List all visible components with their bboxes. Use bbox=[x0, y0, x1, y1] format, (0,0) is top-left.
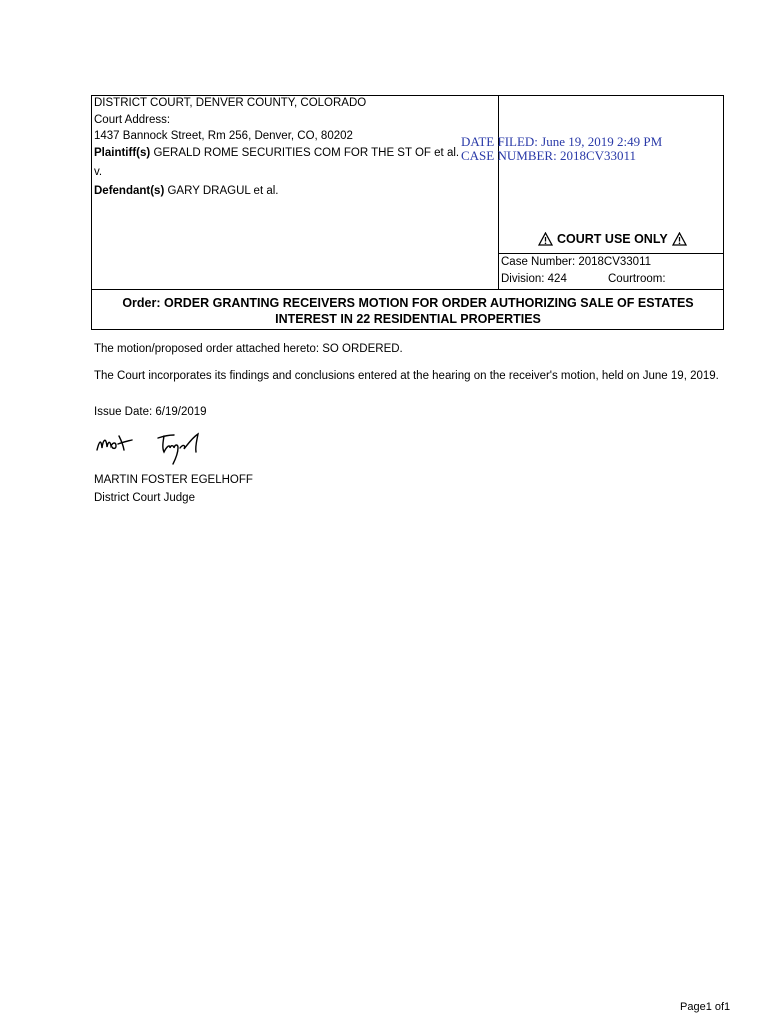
order-title bbox=[92, 295, 724, 327]
case-number-stamp: CASE NUMBER: 2018CV33011 bbox=[461, 148, 637, 163]
date-filed-stamp: DATE FILED: June 19, 2019 2:49 PM bbox=[461, 134, 663, 149]
order-title-line1: Order: ORDER GRANTING RECEIVERS MOTION FOR ORDER AUTHORIZING SALE OF ESTATES bbox=[122, 296, 694, 310]
order-title-line2: INTEREST IN 22 RESIDENTIAL PROPERTIES bbox=[275, 312, 541, 326]
defendant-label: Defendant(s) bbox=[94, 185, 165, 197]
court-use-header bbox=[538, 232, 693, 246]
court-use-courtroom: Courtroom: bbox=[608, 273, 666, 285]
court-use-case-number: Case Number: 2018CV33011 bbox=[501, 256, 652, 268]
court-address: 1437 Bannock Street, Rm 256, Denver, CO, 80202 bbox=[94, 130, 353, 142]
versus-text: v. bbox=[94, 166, 103, 178]
order-divider bbox=[92, 289, 724, 290]
court-use-label: COURT USE ONLY bbox=[557, 232, 668, 246]
warning-triangle-icon bbox=[538, 232, 553, 246]
court-name: DISTRICT COURT, DENVER COUNTY, COLORADO bbox=[94, 97, 367, 109]
plaintiff-line bbox=[94, 146, 459, 160]
order-paragraph-2: The Court incorporates its findings and conclusions entered at the hearing on the receiver's motion, held on June 19, 2019. bbox=[94, 370, 719, 382]
caption-divider-vertical bbox=[498, 96, 499, 290]
defendant-name: GARY DRAGUL et al. bbox=[167, 185, 279, 197]
court-use-division: Division: 424 bbox=[501, 273, 567, 285]
court-address-label: Court Address: bbox=[94, 114, 171, 126]
order-paragraph-1: The motion/proposed order attached hereto: SO ORDERED. bbox=[94, 343, 403, 355]
warning-triangle-icon bbox=[672, 232, 687, 246]
page-number: Page1 of1 bbox=[680, 1001, 731, 1013]
plaintiff-label: Plaintiff(s) bbox=[94, 147, 151, 159]
judge-name: MARTIN FOSTER EGELHOFF bbox=[94, 474, 253, 486]
issue-date: Issue Date: 6/19/2019 bbox=[94, 406, 207, 418]
court-use-divider bbox=[498, 253, 724, 254]
defendant-line bbox=[94, 184, 278, 198]
plaintiff-name: GERALD ROME SECURITIES COM FOR THE ST OF et al. bbox=[153, 147, 460, 159]
judge-signature bbox=[94, 430, 224, 468]
judge-title: District Court Judge bbox=[94, 492, 195, 504]
